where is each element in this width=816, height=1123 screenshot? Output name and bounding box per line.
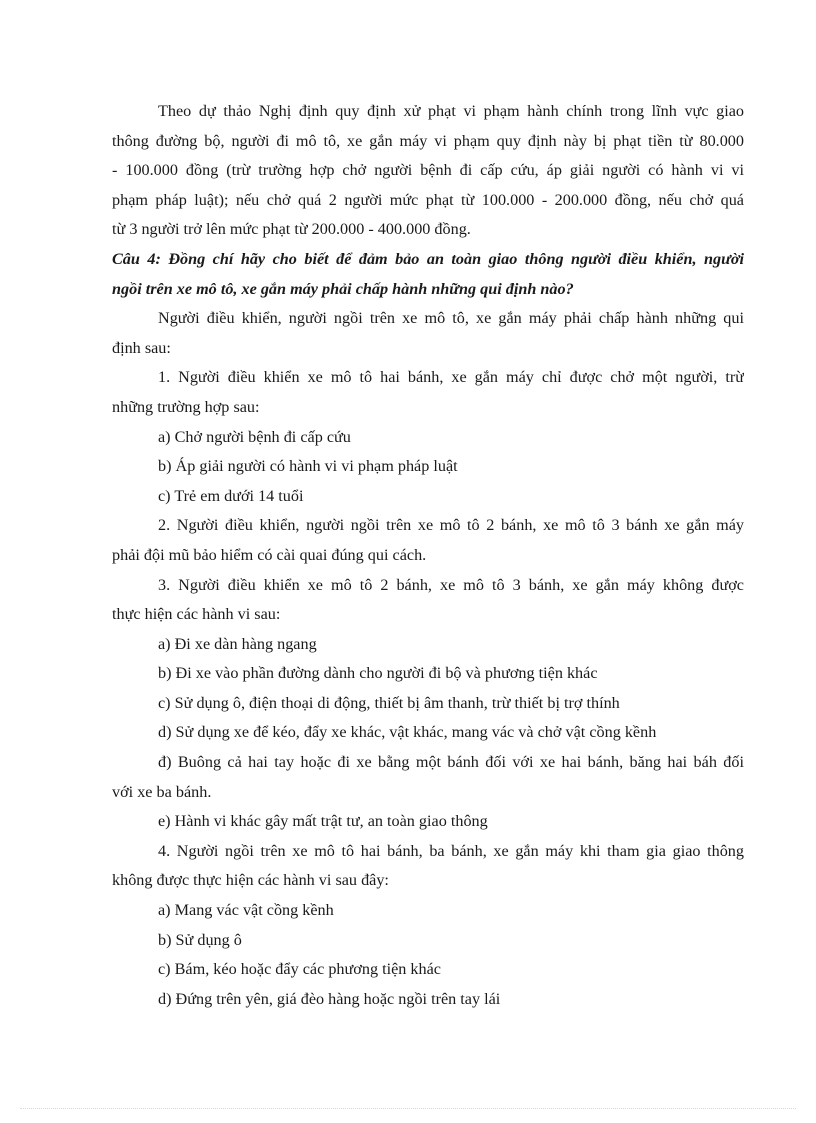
rule-3-item: d) Sử dụng xe để kéo, đẩy xe khác, vật khác, mang vác và chở vật cồng kềnh (158, 723, 657, 742)
rule-3-line: 3. Người điều khiển xe mô tô 2 bánh, xe mô tô 3 bánh, xe gắn máy không được (158, 575, 744, 594)
rule-1-item: a) Chở người bệnh đi cấp cứu (158, 427, 351, 446)
document-body (112, 97, 744, 1014)
rule-4-item: c) Bám, kéo hoặc đẩy các phương tiện khác (158, 960, 441, 979)
page-bottom-divider (20, 1108, 796, 1109)
rule-1-item: c) Trẻ em dưới 14 tuổi (158, 486, 304, 505)
answer-intro (112, 304, 744, 363)
intro-line: phạm pháp luật); nếu chở quá 2 người mức phạt từ 100.000 - 200.000 đồng, nếu chở quá (112, 190, 744, 209)
rule-4-item: a) Mang vác vật cồng kềnh (158, 901, 334, 920)
rule-3-item: e) Hành vi khác gây mất trật tư, an toàn giao thông (158, 812, 488, 831)
intro-line: - 100.000 đồng (trừ trường hợp chở người bệnh đi cấp cứu, áp giải người có hành vi vi (112, 161, 744, 180)
rule-3-item: với xe ba bánh. (112, 782, 212, 801)
rule-4-item: d) Đứng trên yên, giá đèo hàng hoặc ngồi trên tay lái (158, 989, 501, 1008)
rule-3-item: đ) Buông cả hai tay hoặc đi xe bằng một bánh đối với xe hai bánh, băng hai báh đối (158, 753, 744, 772)
rule-1-line: 1. Người điều khiển xe mô tô hai bánh, xe gắn máy chỉ được chở một người, trừ (158, 368, 744, 387)
rule-3-item: a) Đi xe dàn hàng ngang (158, 634, 317, 653)
answer-intro-line: Người điều khiển, người ngồi trên xe mô tô, xe gắn máy phải chấp hành những qui (158, 309, 744, 328)
intro-paragraph (112, 97, 744, 245)
question-line: ngồi trên xe mô tô, xe gắn máy phải chấp hành những qui định nào? (112, 279, 574, 298)
rule-1 (112, 363, 744, 511)
answer-intro-line: định sau: (112, 338, 171, 357)
rule-2 (112, 511, 744, 570)
rule-4 (112, 837, 744, 1015)
question-heading (112, 245, 744, 304)
intro-line: Theo dự thảo Nghị định quy định xử phạt vi phạm hành chính trong lĩnh vực giao (158, 102, 744, 120)
rule-3-line: thực hiện các hành vi sau: (112, 605, 281, 624)
intro-line: thông đường bộ, người đi mô tô, xe gắn máy vi phạm quy định này bị phạt tiền từ 80.000 (112, 131, 744, 150)
intro-line: từ 3 người trở lên mức phạt từ 200.000 - 400.000 đồng. (112, 220, 471, 239)
rule-2-line: phải đội mũ bảo hiểm có cài quai đúng qui cách. (112, 545, 427, 564)
rule-4-line: không được thực hiện các hành vi sau đây: (112, 871, 389, 890)
rule-2-line: 2. Người điều khiển, người ngồi trên xe mô tô 2 bánh, xe mô tô 3 bánh xe gắn máy (158, 516, 744, 535)
rule-4-line: 4. Người ngồi trên xe mô tô hai bánh, ba bánh, xe gắn máy khi tham gia giao thông (158, 841, 744, 860)
rule-3-item: c) Sử dụng ô, điện thoại di động, thiết bị âm thanh, trừ thiết bị trợ thính (158, 693, 620, 712)
question-line: Câu 4: Đồng chí hãy cho biết để đảm bảo an toàn giao thông người điều khiển, người (112, 249, 744, 268)
rule-3 (112, 571, 744, 837)
rule-4-item: b) Sử dụng ô (158, 930, 242, 949)
rule-3-item: b) Đi xe vào phần đường dành cho người đi bộ và phương tiện khác (158, 664, 598, 683)
rule-1-line: những trường hợp sau: (112, 397, 260, 416)
rule-1-item: b) Áp giải người có hành vi vi phạm pháp luật (158, 457, 458, 476)
